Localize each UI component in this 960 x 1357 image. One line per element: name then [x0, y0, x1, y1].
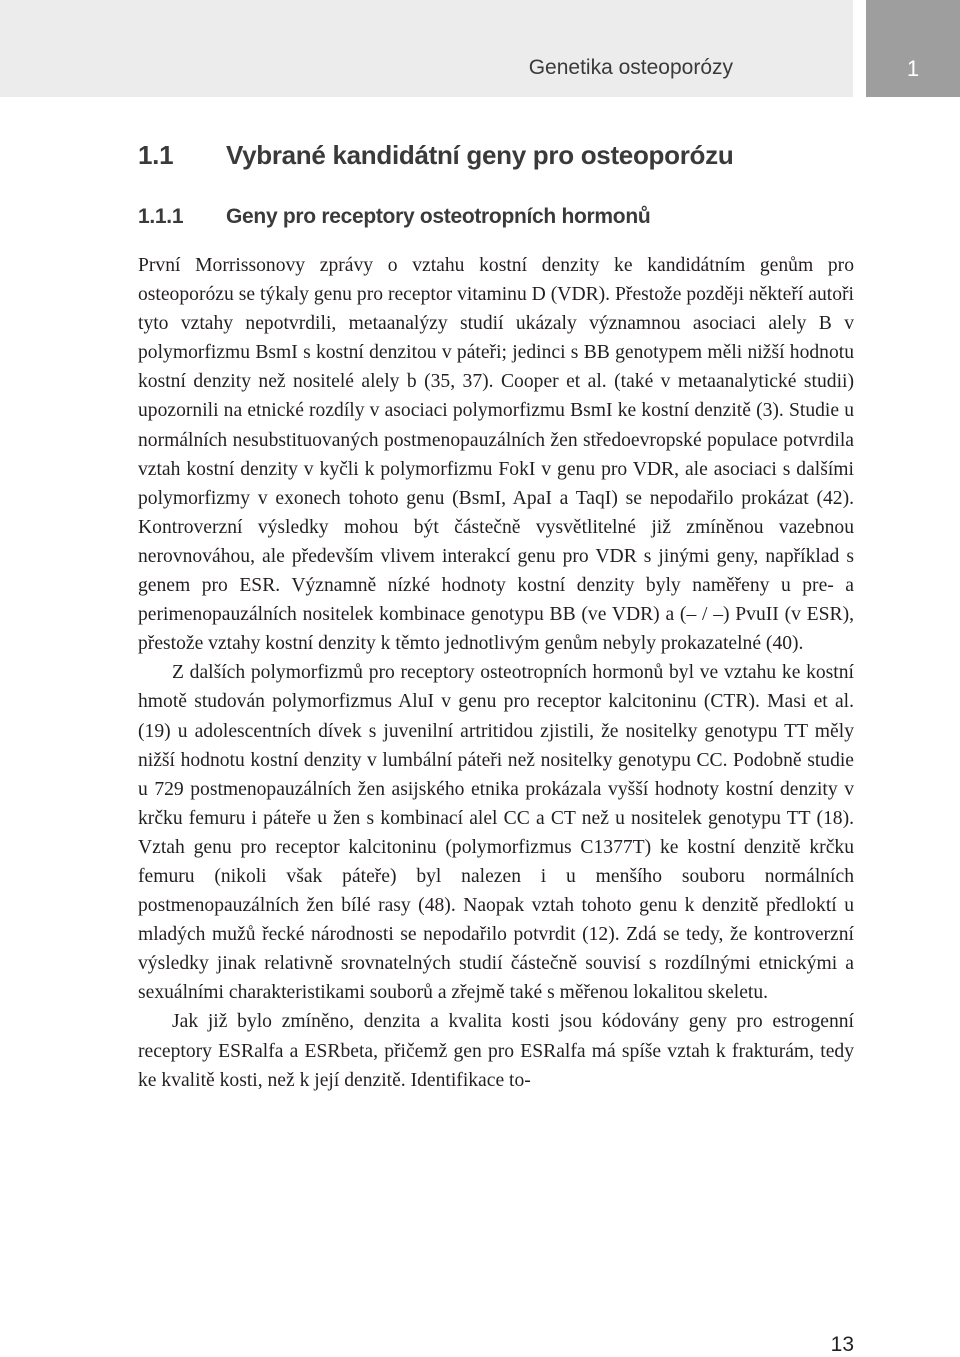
running-header-bar [0, 0, 853, 97]
section-number: 1.1 [138, 140, 174, 170]
page-number: 13 [830, 1333, 854, 1356]
section-title: Vybrané kandidátní geny pro osteoporózu [226, 140, 734, 170]
subsection-number: 1.1.1 [138, 205, 184, 228]
chapter-tab [866, 0, 960, 97]
section-heading [138, 140, 854, 171]
subsection-heading [138, 205, 854, 229]
body-paragraph-2: Z dalších polymorfizmů pro receptory osteotropních hormonů byl ve vztahu ke kostní hmotě studován polymorfizmus AluI v genu pro receptor kalcitoninu (CTR). Masi et al. (19) u adolescentních dívek s juvenilní artritidou zjistili, že nositelky genotypu TT měly nižší hodnotu kostní denzity v lumbální páteři než nositelky genotypu CC. Podobně studie u 729 postmenopauzálních žen asijského etnika prokázala vyšší hodnoty kostní denzity v krčku femuru i páteře u žen s kombinací alel CC a CT než u nositelek genotypu TT (18). Vztah genu pro receptor kalcitoninu (polymorfizmus C1377T) ke kostní denzitě krčku femuru (nikoli však páteře) byl nalezen i u menšího souboru normálních postmenopauzálních žen bílé rasy (48). Naopak vztah tohoto genu k denzitě předloktí u mladých mužů řecké národnosti se nepodařilo potvrdit (12). Zdá se tedy, že kontroverzní výsledky jinak relativně srovnatelných studií částečně souvisí s rozdílnými etnickými a sexuálními charakteristikami souborů a zřejmě také s měřenou lokalitou skeletu. [138, 662, 854, 1004]
page-content [138, 140, 854, 1095]
body-paragraph-1: První Morrissonovy zprávy o vztahu kostní denzity ke kandidátním genům pro osteoporózu se týkaly genu pro receptor vitaminu D (VDR). Přestože později někteří autoři tyto vztahy nepotvrdili, metaanalýzy studií ukázaly významnou asociaci alely B v polymorfizmu BsmI s kostní denzitou v páteři; jedinci s BB genotypem měli nižší hodnotu kostní denzity než nositelé alely b (35, 37). Cooper et al. (také v metaanalytické studii) upozornili na etnické rozdíly v asociaci polymorfizmu BsmI ke kostní denzitě (3). Studie u normálních nesubstituovaných postmenopauzálních žen středoevropské populace potvrdila vztah kostní denzity v kyčli k polymorfizmu FokI v genu pro VDR, ale asociaci s dalšími polymorfizmy v exonech tohoto genu (BsmI, ApaI a TaqI) se nepodařilo prokázat (42). Kontroverzní výsledky mohou být částečně vysvětlitelné již zmíněnou vazebnou nerovnováhou, ale především vlivem interakcí genu pro VDR s jinými geny, například s genem pro ESR. Významně nízké hodnoty kostní denzity byly naměřeny u pre- a perimenopauzálních nositelek kombinace genotypu BB (ve VDR) a (– / –) PvuII (v ESR), přestože vztahy kostní denzity k těmto jednotlivým genům nebyly prokazatelné (40). [138, 255, 854, 655]
body-paragraph-3: Jak již bylo zmíněno, denzita a kvalita kosti jsou kódovány geny pro estrogenní receptory ESRalfa a ESRbeta, přičemž gen pro ESRalfa má spíše vztah k frakturám, tedy ke kvalitě kosti, než k její denzitě. Identifikace to- [138, 1011, 854, 1091]
chapter-number: 1 [906, 56, 920, 81]
subsection-title: Geny pro receptory osteotropních hormonů [226, 205, 651, 228]
running-title: Genetika osteoporózy [528, 56, 733, 79]
